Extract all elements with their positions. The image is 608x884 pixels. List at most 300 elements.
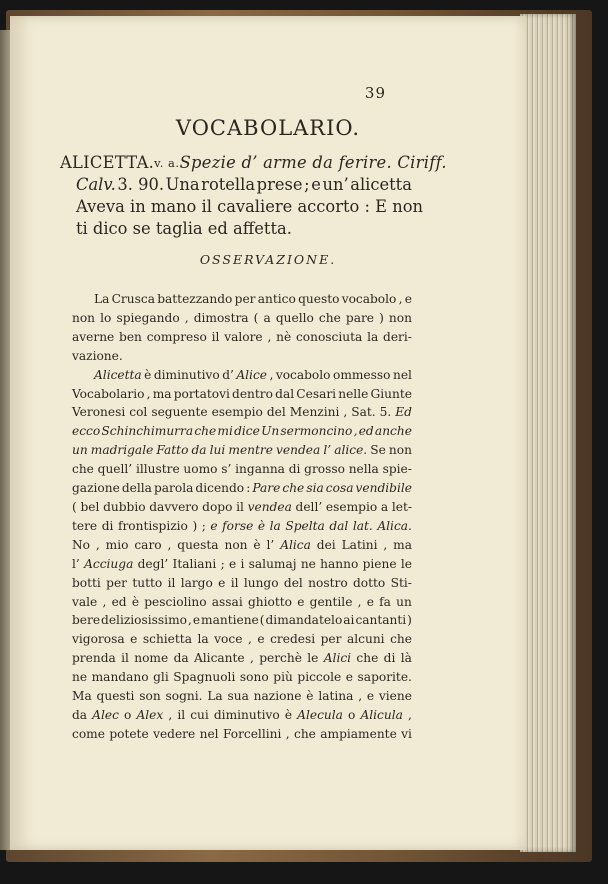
text-line [72,441,412,460]
text-line [72,706,412,725]
text-word: Alice [236,367,267,382]
text-word: compreso [146,329,207,344]
text-line [72,555,412,574]
text-line [72,536,412,555]
text-word: Italiani [172,556,217,571]
text-word: , [267,329,272,344]
text-word: perchè [259,651,302,666]
entry-headword: ALICETTA. [60,153,155,172]
text-line [72,611,412,630]
text-line [72,517,412,536]
text-word: mandano [91,670,149,685]
text-word: dicendo [195,481,245,496]
text-word: esempio [211,405,263,420]
text-word: per [320,632,342,647]
text-word: i [240,556,245,571]
text-word: e [218,575,226,590]
entry-line-3 [60,196,423,218]
text-word: s’ [221,462,232,477]
text-word: che [356,651,379,666]
text-word: Alex [136,707,164,722]
text-word: o [348,707,356,722]
text-word: questa [177,537,219,552]
text-word: che [294,726,316,741]
text-word: mio [105,537,129,552]
text-word: ) [407,613,412,628]
text-word: cantanti [355,613,407,628]
text-word: voce [214,632,243,647]
text-line [72,649,412,668]
text-word: antico [257,292,296,306]
text-word: che [72,462,94,477]
entry-word: alicetta [350,175,412,194]
text-word: ma [393,537,412,552]
text-word: Se [370,443,386,458]
text-word: madrigale [90,443,154,458]
text-word: gli [153,670,169,685]
text-word: vazione. [72,348,123,363]
text-word: e [297,594,305,609]
text-word: dal [275,386,295,401]
text-word: del [266,405,286,420]
text-word: il [236,499,244,514]
text-word: o [124,707,132,722]
text-word: sogni. [165,689,203,704]
entry-word: rotella [201,175,256,194]
text-word: Alicula [360,707,403,722]
text-word: tutto [132,575,163,590]
text-word: La [207,689,223,704]
text-word: , [102,594,107,609]
text-word: diminutivo [153,367,220,382]
text-word: vale [72,594,98,609]
text-word: le [400,556,412,571]
text-word: vi [401,726,412,741]
text-word: Cesari [296,386,337,401]
text-word: dei [316,537,336,552]
text-word: , [269,367,274,382]
text-word: frontispizio [117,518,188,533]
entry-word: Calv. [76,175,116,194]
text-word: e [228,556,237,571]
entry-line-1 [60,152,447,174]
text-word: pare [345,310,374,325]
text-word: del [283,575,303,590]
text-word: hanno [320,556,359,571]
text-word: a [380,499,389,514]
text-word: Giunte [370,386,412,401]
text-word: Un [261,424,280,439]
text-word: let- [391,499,412,514]
text-word: viene [378,689,412,704]
text-word: seguente [151,405,208,420]
text-word: Schinchimurra [101,424,194,439]
text-word: e [192,613,201,628]
text-word: che [282,481,305,496]
entry-line-2 [60,174,412,196]
text-word: la [367,329,379,344]
text-word: Fatto [156,443,189,458]
text-word: vocabolo [275,367,331,382]
text-word: vendea [247,499,292,514]
text-word: pesciolino [144,594,207,609]
text-word: l’ [266,537,275,552]
text-word: Vocabolario [72,386,145,401]
text-word: nazione [253,689,302,704]
text-word: , [383,537,388,552]
text-line [72,309,412,328]
text-word: sia [306,481,324,496]
text-word: deliziosissimo [101,613,187,628]
text-word: questo [298,292,340,306]
text-word: è [284,707,293,722]
text-word: d’ [222,367,234,382]
text-word: parola [153,481,194,496]
text-word: lo [100,310,112,325]
text-line [72,668,412,687]
text-word: spiegando [116,310,180,325]
text-word: diminutivo [213,707,280,722]
text-word: lat. [352,518,373,533]
text-word: ghiotto [247,594,292,609]
text-word: Alica. [377,518,412,533]
text-line [72,422,412,441]
text-word: dal [329,518,349,533]
text-word: alcuni [346,632,385,647]
text-word: esempio [325,499,378,514]
dictionary-entry [60,152,447,240]
entry-word: un’ [322,175,349,194]
text-word: sua [227,689,249,704]
text-word: dopo [202,499,233,514]
text-word: grosso [304,462,345,477]
text-word: Crusca [111,292,155,306]
text-line [72,725,412,744]
entry-line-4 [60,218,412,240]
text-word: non [72,310,96,325]
commentary-text [72,290,412,744]
text-word: , [167,537,172,552]
text-word: e [366,594,374,609]
entry-word: e [311,175,321,194]
text-line [72,385,412,404]
text-word: Sti- [390,575,412,590]
text-word: vocabolo [341,292,397,306]
text-word: Spagnuoli [173,670,236,685]
text-line [72,498,412,517]
text-word: assai [211,594,243,609]
entry-word: 3. 90. [117,175,165,194]
text-word: non [388,310,412,325]
text-word: Alec [92,707,119,722]
text-word: quello [275,310,314,325]
text-line [72,460,412,479]
text-word: bel [80,499,100,514]
text-word: le [307,651,319,666]
text-word: potete [109,726,149,741]
entry-line-text: Aveva in mano il cavaliere accorto : E non [76,197,423,216]
text-word: l’ [323,443,332,458]
text-word: come [72,726,105,741]
text-word: , [247,632,252,647]
text-word: , [249,651,254,666]
text-word: mentre [228,443,273,458]
text-word: ; [201,518,206,533]
text-word: questi [96,689,135,704]
text-word: un [396,594,412,609]
entry-definition: Spezie d’ arme da ferire. Ciriff. [179,153,447,172]
text-word: nel [392,367,412,382]
text-word: gentile [309,594,353,609]
text-word: degl’ [137,556,169,571]
text-word: anche [374,424,412,439]
text-word: Alicetta [94,367,142,382]
text-word: ne [72,670,88,685]
text-word: latina [318,689,354,704]
text-word: dice [234,424,260,439]
text-word: nome [134,651,169,666]
text-line [72,290,412,309]
text-word: nostro [308,575,348,590]
text-word: la [269,518,281,533]
text-word: , [285,726,290,741]
text-word: è [131,594,140,609]
text-word: ; [220,556,225,571]
text-word: ampiamente [320,726,397,741]
text-word: , [95,537,100,552]
text-word: il [211,329,220,344]
text-word: ) [192,518,198,533]
text-word: portatovi [173,386,230,401]
text-word: , [343,405,348,420]
text-word: largo [180,575,213,590]
text-word: e [404,292,412,306]
text-word: illustre [135,462,180,477]
text-word: Ed [395,405,412,420]
text-word: ( [259,613,265,628]
text-word: da [191,443,207,458]
text-word: è [306,689,314,704]
text-word: son [139,689,161,704]
text-word: 5. [379,405,392,420]
text-word: il [177,707,186,722]
text-word: nel [199,726,219,741]
text-word: conosciuta [295,329,363,344]
text-word: davvero [149,499,199,514]
text-word: ( [72,499,77,514]
text-word: di [383,651,396,666]
text-word: il [121,651,129,666]
text-word: ( [253,310,259,325]
text-word: ) [379,310,384,325]
text-word: vendea [276,443,321,458]
text-word: quell’ [97,462,133,477]
text-word: credesi [270,632,316,647]
text-word: La [94,292,110,306]
text-word: e [210,518,218,533]
text-word: dotto [353,575,386,590]
text-word: nella [348,462,379,477]
text-word: , [353,424,358,439]
text-word: ecco [72,424,101,439]
text-word: per [234,292,256,306]
text-word: Ma [72,689,92,704]
text-word: lui [209,443,226,458]
text-line [72,479,412,498]
text-word: prenda [72,651,116,666]
text-word: più [273,670,293,685]
text-word: ben [119,329,142,344]
text-word: non [388,443,412,458]
text-word: ai [343,613,355,628]
text-word: uomo [183,462,218,477]
text-word: che [390,632,412,647]
text-word: di [288,462,301,477]
text-word: ed [111,594,127,609]
entry-word: ; [304,175,310,194]
text-word: dimostra [193,310,249,325]
text-word: mi [217,424,233,439]
text-word: bere [72,613,101,628]
text-word: della [121,481,152,496]
text-word: , [357,594,362,609]
text-word: che [194,424,217,439]
text-word: deri- [383,329,412,344]
text-word: averne [72,329,115,344]
text-word: di [101,518,114,533]
text-word: da [173,651,189,666]
text-word: tere [72,518,98,533]
text-word: schietta [142,632,192,647]
text-word: gazione [72,481,120,496]
text-word: , [184,310,189,325]
text-word: e [366,689,375,704]
section-heading: OSSERVAZIONE. [199,252,337,267]
text-line [72,347,412,366]
text-word: : [246,481,251,496]
text-word: Sat. [351,405,376,420]
text-word: vedere [153,726,196,741]
text-word: è [253,537,261,552]
text-line [72,328,412,347]
text-word: nelle [338,386,369,401]
text-line [72,574,412,593]
text-line [72,593,412,612]
entry-word: Una [165,175,200,194]
text-word: ed [358,424,374,439]
text-word: alice. [334,443,368,458]
text-word: mantiene [201,613,259,628]
text-word: caro [134,537,162,552]
text-word: nè [276,329,292,344]
entry-word: prese [256,175,303,194]
text-word: lungo [243,575,279,590]
text-word: Pare [252,481,281,496]
text-word: è [144,367,152,382]
text-word: per [106,575,128,590]
book-page [10,16,526,850]
text-word: salumaj [248,556,297,571]
text-word: dimandatelo [265,613,343,628]
text-word: cui [190,707,209,722]
text-word: sono [239,670,269,685]
text-word: là [400,651,412,666]
text-word: il [167,575,176,590]
text-word: piccole [297,670,342,685]
text-word: e [345,670,353,685]
text-word: vendibile [355,481,412,496]
text-word: forse [222,518,254,533]
text-word: No [72,537,91,552]
text-word: , [398,292,403,306]
text-word: Alici [323,651,352,666]
text-line [72,687,412,706]
text-word: vigorosa [72,632,125,647]
text-word: Menzini [289,405,340,420]
entry-grammar: v. a. [154,156,180,170]
text-word: saporite. [357,670,412,685]
text-word: valore [224,329,263,344]
text-word: inganna [235,462,285,477]
text-word: non [224,537,248,552]
text-word: Alica [280,537,311,552]
text-word: Latini [341,537,378,552]
text-word: a [263,310,271,325]
text-line [72,630,412,649]
page-number: 39 [364,84,386,102]
text-word: e [257,632,265,647]
text-word: , [407,707,412,722]
text-word: spie- [382,462,412,477]
text-word: sermoncino [280,424,353,439]
text-word: fa [379,594,391,609]
text-word: e [130,632,138,647]
text-word: Veronesi [72,405,126,420]
text-word: Acciuga [84,556,134,571]
text-line [72,366,412,385]
text-word: l’ [72,556,80,571]
text-word: , [358,689,363,704]
text-word: botti [72,575,101,590]
text-word: battezzando [157,292,233,306]
entry-line-text: ti dico se taglia ed affetta. [76,219,292,238]
text-word: che [318,310,341,325]
text-word: Forcellini [222,726,282,741]
text-word: dentro [232,386,273,401]
running-title: VOCABOLARIO. [175,116,361,140]
text-word: ommesso [332,367,391,382]
spine-strip [0,30,10,850]
text-word: è [257,518,266,533]
text-word: da [72,707,88,722]
text-word: un [72,443,88,458]
text-word: dubbio [103,499,146,514]
text-word: col [129,405,148,420]
text-word: Alecula [297,707,343,722]
text-word: Spelta [285,518,325,533]
text-word: , [146,386,151,401]
text-word: piene [362,556,397,571]
text-word: il [230,575,239,590]
text-word: ma [152,386,172,401]
text-word: dell’ [295,499,323,514]
text-word: cosa [325,481,354,496]
text-line [72,403,412,422]
text-word: la [197,632,209,647]
text-word: Alicante [193,651,245,666]
text-word: , [168,707,173,722]
text-word: ne [300,556,316,571]
